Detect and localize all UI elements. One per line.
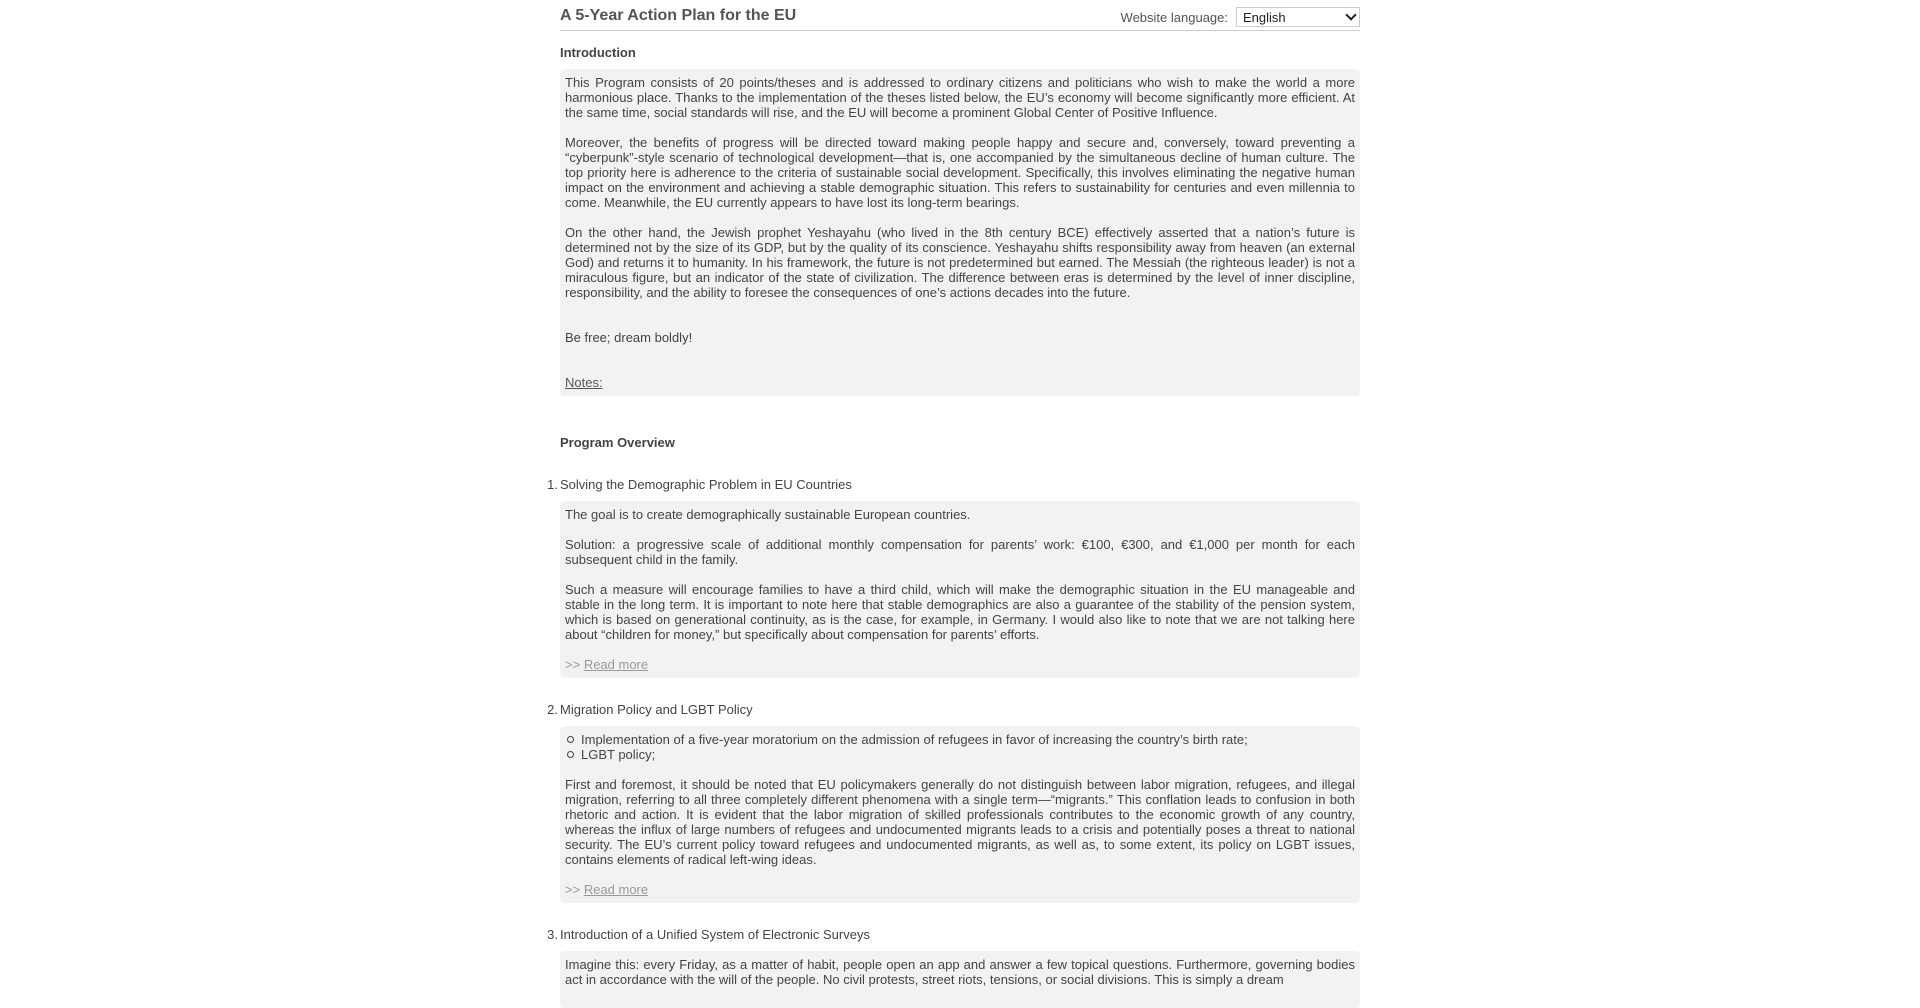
item-paragraph: First and foremost, it should be noted that EU policymakers generally do not distinguish between labor migration, refugees, and illegal migration, referring to all three completely different phenomena with a single term—“migrants.” This conflation leads to confusion in both rhetoric and action. It is evident that the labor migration of skilled professionals contributes to the economic growth of any country, whereas the influx of large numbers of refugees and undocumented migrants leads to a crisis and potentially poses a threat to national security. The EU’s current policy toward refugees and undocumented migrants, as well as, to some extent, its policy on LGBT issues, contains elements of radical left-wing ideas.	[565, 777, 1355, 867]
program-item-title-text: Introduction of a Unified System of Electronic Surveys	[560, 927, 870, 942]
bullet-list	[565, 732, 1355, 762]
notes-link[interactable]: Notes:	[565, 375, 603, 390]
item-paragraph: Solution: a progressive scale of additional monthly compensation for parents’ work: €100, €300, and €1,000 per month for each subsequent child in the family.	[565, 537, 1355, 567]
read-more-prefix: >>	[565, 882, 581, 897]
page	[547, 0, 1360, 1008]
program-item-number: 3.	[547, 927, 558, 942]
program-item-title-text: Migration Policy and LGBT Policy	[560, 702, 753, 717]
chevron-down-icon	[1345, 9, 1356, 20]
program-item-box	[560, 726, 1360, 903]
language-label: Website language:	[1120, 9, 1228, 25]
read-more-link[interactable]: Read more	[583, 657, 649, 672]
intro-paragraph: On the other hand, the Jewish prophet Yeshayahu (who lived in the 8th century BCE) effectively asserted that a nation’s future is determined not by the size of its GDP, but by the quality of its conscience. Yeshayahu shifts responsibility away from heaven (an external God) and returns it to humanity. In his framework, the future is not predetermined but earned. The Messiah (the righteous leader) is not a miraculous figure, but an indicator of the state of civilization. The difference between eras is determined by the level of inner discipline, responsibility, and the ability to foresee the consequences of one’s actions decades into the future.	[565, 225, 1355, 300]
intro-motto: Be free; dream boldly!	[565, 330, 693, 345]
program-item-box	[560, 951, 1360, 1008]
introduction-box	[560, 69, 1360, 396]
intro-paragraph: Moreover, the benefits of progress will be directed toward making people happy and secure and, conversely, toward preventing a “cyberpunk”-style scenario of technological development—that is, one accompanied by the simultaneous decline of human culture. The top priority here is adherence to the criteria of sustainable social development. Specifically, this involves eliminating the negative human impact on the environment and achieving a stable demographic situation. This refers to sustainability for centuries and even millennia to come. Meanwhile, the EU currently appears to have lost its long-term bearings.	[565, 135, 1355, 210]
read-more-prefix: >>	[565, 657, 581, 672]
program-item-title	[547, 702, 1360, 717]
program-item-number: 2.	[547, 702, 558, 717]
read-more-row	[565, 882, 1355, 897]
read-more-link[interactable]: Read more	[583, 882, 649, 897]
program-item-number: 1.	[547, 477, 558, 492]
read-more-row	[565, 657, 1355, 672]
page-title: A 5-Year Action Plan for the EU	[560, 7, 797, 24]
program-item-title	[547, 477, 1360, 492]
program-item-box	[560, 501, 1360, 678]
item-paragraph: The goal is to create demographically sustainable European countries.	[565, 507, 971, 522]
program-overview-heading: Program Overview	[560, 435, 675, 450]
language-selected-value: English	[1243, 9, 1286, 25]
introduction-heading: Introduction	[560, 45, 636, 60]
program-item-title	[547, 927, 1360, 942]
intro-paragraph: This Program consists of 20 points/theses and is addressed to ordinary citizens and politicians who wish to make the world a more harmonious place. Thanks to the implementation of the theses listed below, the EU’s economy will become significantly more efficient. At the same time, social standards will rise, and the EU will become a prominent Global Center of Positive Influence.	[565, 75, 1355, 120]
item-paragraph: Such a measure will encourage families to have a third child, which will make the demographic situation in the EU manageable and stable in the long term. It is important to note here that stable demographics are also a guarantee of the stability of the pension system, which is based on generational continuity, as is the case, for example, in Germany. I would also like to note that we are not talking here about “children for money,” but specifically about compensation for parents’ efforts.	[565, 582, 1355, 642]
language-switcher	[1121, 7, 1360, 27]
header	[560, 0, 1360, 31]
bullet-item: Implementation of a five-year moratorium on the admission of refugees in favor of increasing the country’s birth rate;	[581, 732, 1355, 747]
language-select[interactable]	[1236, 7, 1360, 27]
program-item-title-text: Solving the Demographic Problem in EU Countries	[560, 477, 852, 492]
item-paragraph: Imagine this: every Friday, as a matter of habit, people open an app and answer a few topical questions. Furthermore, governing bodies act in accordance with the will of the people. No civil protests, street riots, tensions, or social divisions. This is simply a dream	[565, 957, 1355, 987]
bullet-item: LGBT policy;	[581, 747, 1355, 762]
